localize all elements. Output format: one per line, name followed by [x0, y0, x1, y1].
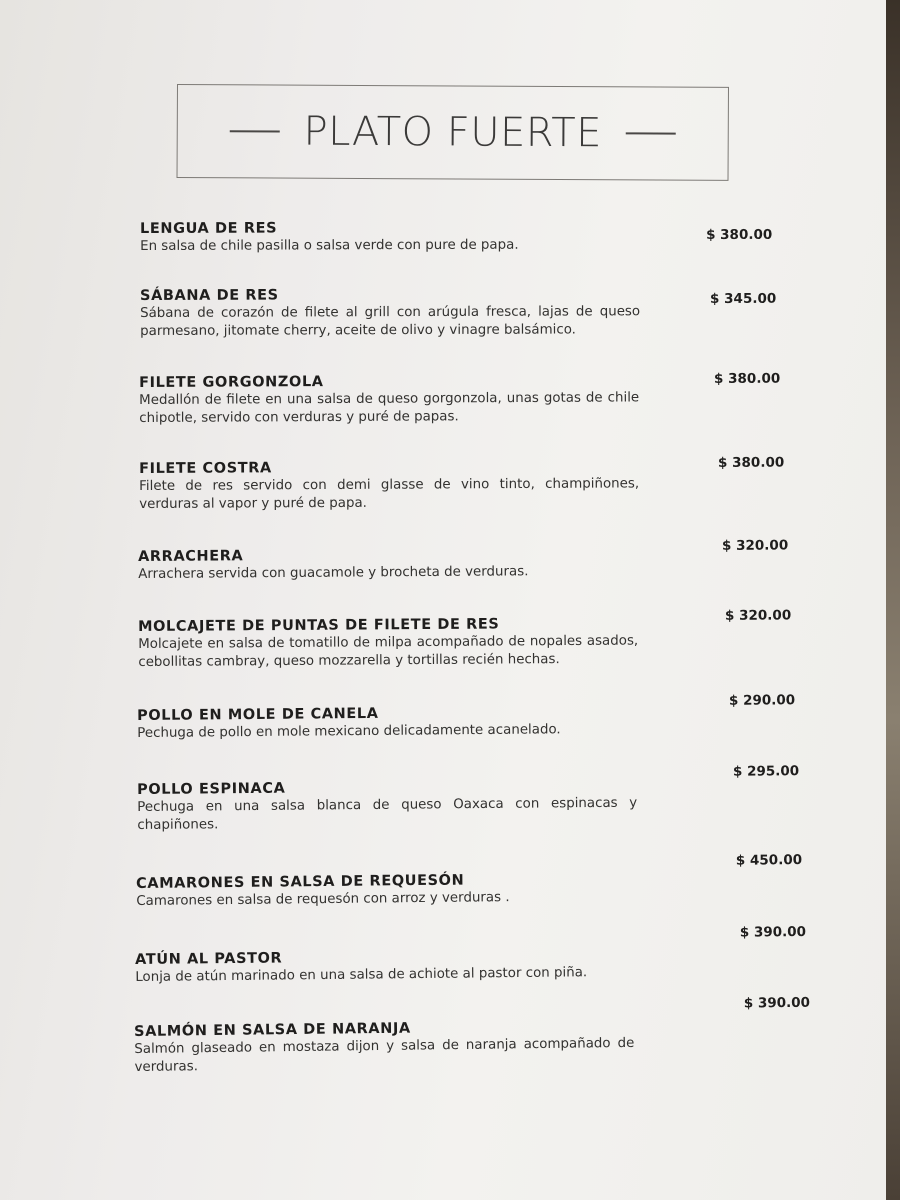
- item-description: Filete de res servido con demi glasse de vino tinto, champiñones, verduras al vapor y puré de papa.: [139, 476, 640, 512]
- item-name: LENGUA DE RES: [140, 220, 278, 237]
- item-name: CAMARONES EN SALSA DE REQUESÓN: [136, 872, 465, 892]
- item-price: $ 320.00: [721, 537, 789, 554]
- item-name: ATÚN AL PASTOR: [135, 950, 283, 968]
- item-name: POLLO ESPINACA: [137, 780, 286, 798]
- menu-item-pollo-en-mole: [137, 692, 827, 743]
- item-price: $ 390.00: [739, 923, 807, 941]
- item-price: $ 380.00: [717, 454, 785, 471]
- item-description: Arrachera servida con guacamole y brocheta de verduras.: [138, 564, 529, 582]
- menu-item-lengua-de-res: [140, 218, 830, 256]
- item-name: SÁBANA DE RES: [140, 287, 279, 304]
- item-description: Sábana de corazón de filete al grill con arúgula fresca, lajas de queso parmesano, jitomate cherry, aceite de olivo y vinagre balsámico.: [140, 304, 641, 339]
- menu-item-molcajete: [138, 607, 828, 672]
- item-name: MOLCAJETE DE PUNTAS DE FILETE DE RES: [138, 616, 500, 635]
- menu-item-arrachera: [138, 537, 828, 584]
- menu-item-filete-costra: [139, 456, 829, 514]
- menu-item-filete-gorgonzola: [139, 370, 829, 428]
- item-name: POLLO EN MOLE DE CANELA: [137, 705, 379, 724]
- item-description: Camarones en salsa de requesón con arroz y verduras .: [136, 890, 510, 909]
- section-title: PLATO FUERTE: [303, 108, 603, 157]
- item-price: $ 295.00: [732, 763, 800, 780]
- item-price: $ 450.00: [735, 852, 803, 869]
- item-description: Medallón de filete en una salsa de queso gorgonzola, unas gotas de chile chipotle, servido con verduras y puré de papas.: [139, 390, 640, 426]
- item-price: $ 390.00: [743, 994, 811, 1012]
- menu-item-sabana-de-res: [140, 285, 830, 341]
- item-price: $ 380.00: [713, 370, 781, 387]
- item-description: Pechuga de pollo en mole mexicano delicadamente acanelado.: [137, 722, 561, 741]
- item-name: SALMÓN EN SALSA DE NARANJA: [134, 1020, 411, 1040]
- item-description: Molcajete en salsa de tomatillo de milpa acompañado de nopales asados, cebollitas cambray, queso mozzarella y tortillas recién hechas.: [138, 633, 639, 670]
- item-price: $ 380.00: [706, 226, 773, 244]
- item-name: ARRACHERA: [138, 548, 244, 565]
- item-name: FILETE COSTRA: [139, 460, 272, 477]
- item-price: $ 320.00: [724, 607, 792, 624]
- page-edge-background: [886, 0, 900, 1200]
- menu-item-salmon: [134, 994, 825, 1077]
- menu-item-camarones: [136, 852, 826, 911]
- item-description: Pechuga en una salsa blanca de queso Oaxaca con espinacas y chapiñones.: [137, 795, 638, 833]
- item-price: $ 345.00: [710, 290, 777, 308]
- menu-item-atun-al-pastor: [135, 923, 825, 987]
- item-name: FILETE GORGONZOLA: [139, 374, 324, 391]
- item-price: $ 290.00: [728, 692, 796, 709]
- item-description: En salsa de chile pasilla o salsa verde con pure de papa.: [140, 237, 519, 254]
- menu-item-pollo-espinaca: [137, 763, 827, 835]
- item-description: Lonja de atún marinado en una salsa de achiote al pastor con piña.: [135, 965, 588, 985]
- item-description: Salmón glaseado en mostaza dijon y salsa de naranja acompañado de verduras.: [134, 1035, 635, 1075]
